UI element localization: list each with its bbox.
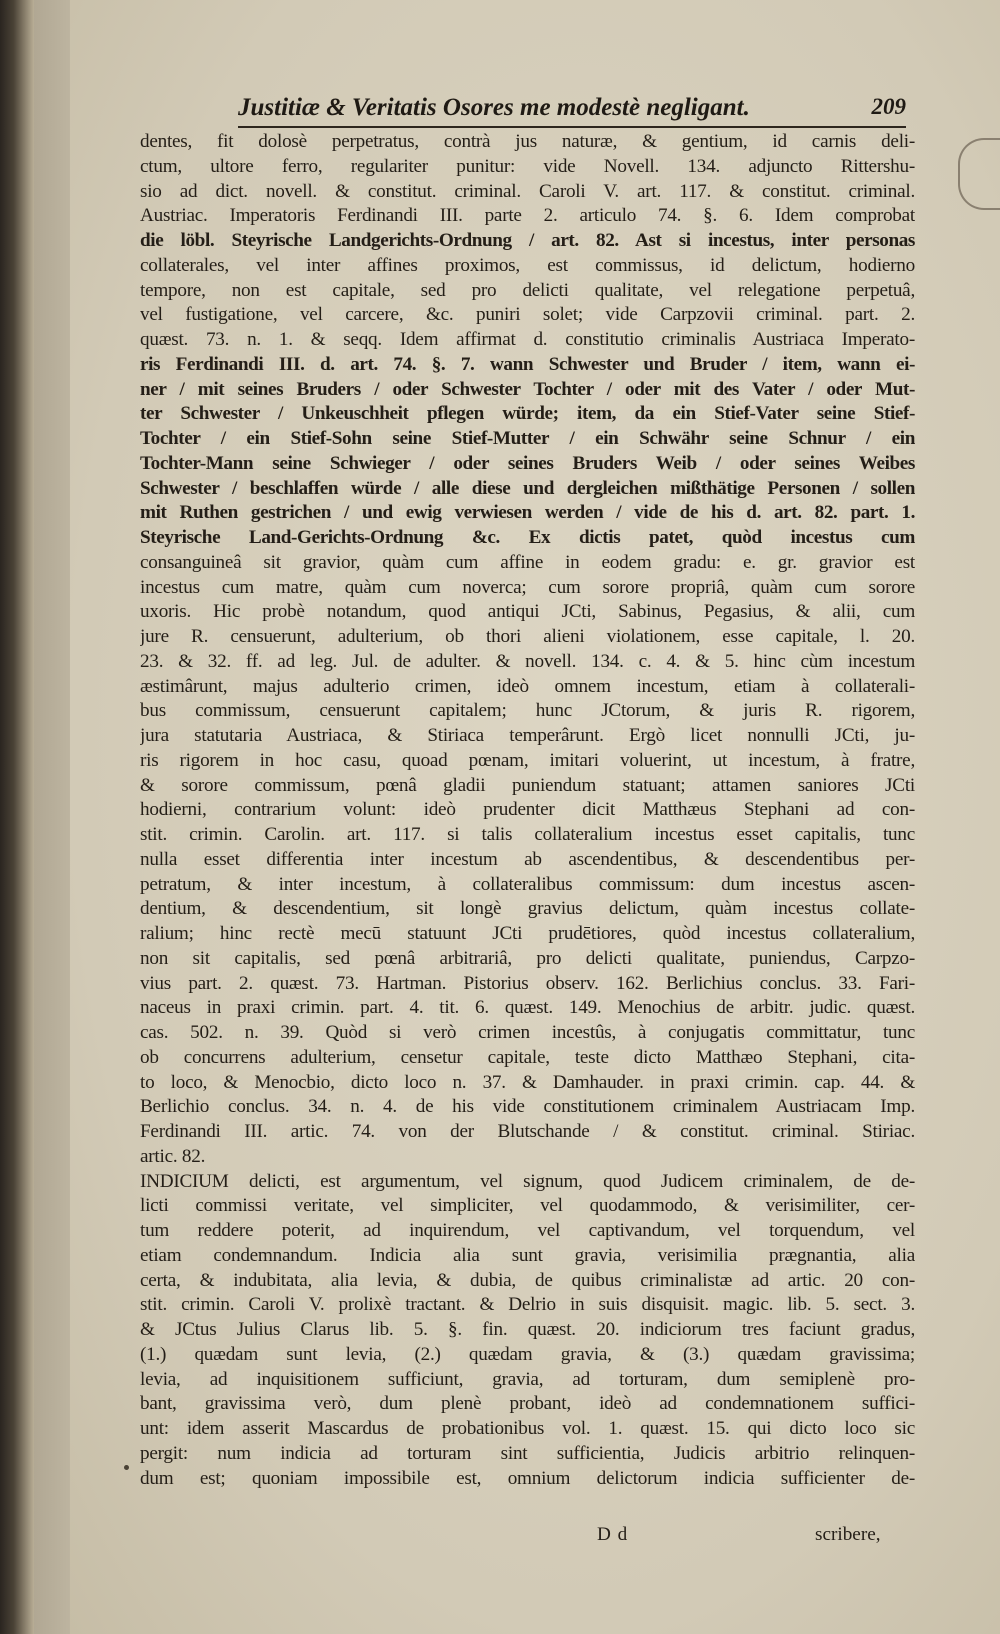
text-line: licti commissi veritate, vel simpliciter, vel quodammodo, & verisimiliter, cer- [140,1195,915,1217]
text-line: naceus in praxi crimin. part. 4. tit. 6. quæst. 149. Menochius de arbitr. judic. quæst. [140,997,915,1019]
margin-dot-mark [124,1465,129,1470]
text-line: 23. & 32. ff. ad leg. Jul. de adulter. & novell. 134. c. 4. & 5. hinc cùm incestum [140,650,915,672]
text-line: vel fustigatione, vel carcere, &c. puniri solet; vide Carpzovii criminal. part. 2. [140,304,915,326]
text-line: Schwester / beschlaffen würde / alle diese und dergleichen mißthätige Personen / sollen [140,477,915,499]
text-line: incestus cum matre, quàm cum noverca; cum sorore propriâ, quàm cum sorore [140,576,915,598]
text-line: vius part. 2. quæst. 73. Hartman. Pistorius observ. 162. Berlichius conclus. 33. Fari- [140,972,915,994]
text-line: dentes, fit dolosè perpetratus, contrà jus naturæ, & gentium, id carnis deli- [140,131,915,152]
text-line: Austriac. Imperatoris Ferdinandi III. parte 2. articulo 74. §. 6. Idem comprobat [140,205,915,227]
text-line: & JCtus Julius Clarus lib. 5. §. fin. quæst. 20. indiciorum tres faciunt gradus, [140,1319,915,1340]
text-line: sio ad dict. novell. & constitut. criminal. Caroli V. art. 117. & constitut. criminal. [140,180,915,202]
page-number: 209 [871,94,906,119]
text-line: petratum, & inter incestum, à collateralibus commissum: dum incestus ascen- [140,873,915,895]
text-line: levia, ad inquisitionem sufficiunt, gravia, ad torturam, dum semiplenè pro- [140,1368,915,1390]
text-line: cas. 502. n. 39. Quòd si verò crimen incestûs, à conjugatis committatur, tunc [140,1022,915,1043]
text-line: uxoris. Hic probè notandum, quod antiqui JCti, Sabinus, Pegasius, & alii, cum [140,601,915,623]
text-line: mit Ruthen gestrichen / und ewig verwiesen werden / vide de his d. art. 82. part. 1. [140,502,915,524]
text-line: ris Ferdinandi III. d. art. 74. §. 7. wann Schwester und Bruder / item, wann ei- [140,353,915,375]
catchword: scribere, [815,1524,881,1545]
text-line: Berlichio conclus. 34. n. 4. de his vide constitutionem criminalem Austriacam Imp. [140,1096,915,1118]
text-line: & sorore commissum, pœnâ gladii puniendum statuant; attamen saniores JCti [140,774,915,796]
text-line: dentium, & descendentium, sit longè gravius delictum, quàm incestus collate- [140,898,915,920]
text-line: Tochter / ein Stief-Sohn seine Stief-Mutter / ein Schwähr seine Schnur / ein [140,428,915,449]
text-line: etiam condemnandum. Indicia alia sunt gravia, verisimilia prægnantia, alia [140,1244,915,1266]
text-line: INDICIUM delicti, est argumentum, vel signum, quod Judicem criminalem, de de- [140,1170,915,1192]
text-line: Tochter-Mann seine Schwieger / oder seines Bruders Weib / oder seines Weibes [140,452,915,474]
text-line: consanguineâ sit gravior, quàm cum affine in eodem gradu: e. gr. gravior est [140,551,915,573]
text-line: non sit capitalis, sed pœnâ arbitrariâ, pro delicti qualitate, puniendus, Carpzo- [140,947,915,969]
text-line: certa, & indubitata, alia levia, & dubia, de quibus criminalistæ ad artic. 20 con- [140,1269,915,1291]
text-line: unt: idem asserit Mascardus de probationibus vol. 1. quæst. 15. qui dicto loco sic [140,1418,915,1439]
text-line: bus commissum, censuerunt capitalem; hunc JCtorum, & juris R. rigorem, [140,700,915,722]
text-line: tempore, non est capitale, sed pro delicti qualitate, vel relegatione perpetuâ, [140,279,915,301]
text-line: quæst. 73. n. 1. & seqq. Idem affirmat d. constitutio criminalis Austriaca Imperato- [140,329,915,350]
signature-mark: D d [597,1524,629,1545]
text-line: tum reddere poterit, ad inquirendum, vel captivandum, vel torquendum, vel [140,1220,915,1241]
text-line: bant, gravissima verò, dum plenè probant, ideò ad condemnationem suffici- [140,1393,915,1415]
text-line: hodierni, contrarium volunt: ideò prudenter dicit Matthæus Stephani ad con- [140,799,915,821]
text-line: (1.) quædam sunt levia, (2.) quædam gravia, & (3.) quædam gravissima; [140,1343,915,1365]
text-line: die löbl. Steyrische Landgerichts-Ordnung / art. 82. Ast si incestus, inter personas [140,230,915,251]
running-head-title: Justitiæ & Veritatis Osores me modestè negligant. [238,94,750,121]
text-line: æstimârunt, majus adulterio crimen, ideò omnem incestum, etiam à collaterali- [140,675,915,697]
text-line: collaterales, vel inter affines proximos, est commissus, id delictum, hodierno [140,254,915,276]
margin-bracket-mark [958,138,1000,210]
text-line: nulla esset differentia inter incestum ab ascendentibus, & descendentibus per- [140,848,915,870]
text-line: to loco, & Menocbio, dicto loco n. 37. & Damhauder. in praxi crimin. cap. 44. & [140,1071,915,1093]
text-line: ob concurrens adulterium, censetur capitale, teste dicto Matthæo Stephani, cita- [140,1046,915,1068]
text-line: pergit: num indicia ad torturam sint sufficientia, Judicis arbitrio relinquen- [140,1442,915,1464]
text-line: artic. 82. [140,1145,206,1167]
text-line: stit. crimin. Carolin. art. 117. si talis collateralium incestus esset capitalis, tunc [140,824,915,845]
text-line: Steyrische Land-Gerichts-Ordnung &c. Ex dictis patet, quòd incestus cum [140,527,915,548]
text-line: ralium; hinc rectè mecū statuunt JCti prudētiores, quòd incestus collateralium, [140,923,915,944]
text-line: stit. crimin. Caroli V. prolixè tractant. & Delrio in suis disquisit. magic. lib. 5. sect. 3. [140,1294,915,1316]
book-gutter [0,0,34,1634]
text-line: ner / mit seines Bruders / oder Schwester Tochter / oder mit des Vater / oder Mut- [140,378,915,400]
text-line: ctum, ultore ferro, regulariter punitur: vide Novell. 134. adjuncto Rittershu- [140,155,915,177]
text-line: jura statutaria Austriaca, & Stiriaca temperârunt. Ergò licet nonnulli JCti, ju- [140,725,915,746]
text-line: Ferdinandi III. artic. 74. von der Blutschande / & constitut. criminal. Stiriac. [140,1121,915,1142]
text-line: ter Schwester / Unkeuschheit pflegen würde; item, da ein Stief-Vater seine Stief- [140,403,915,425]
bleed-through-marks [80,140,140,1540]
text-line: dum est; quoniam impossibile est, omnium delictorum indicia sufficienter de- [140,1467,915,1489]
text-line: jure R. censuerunt, adulterium, ob thori alieni violationem, esse capitale, l. 20. [140,626,915,647]
text-line: ris rigorem in hoc casu, quoad pœnam, imitari voluerint, ut incestum, à fratre, [140,749,915,771]
running-head [238,92,906,128]
body-text [140,130,915,1491]
